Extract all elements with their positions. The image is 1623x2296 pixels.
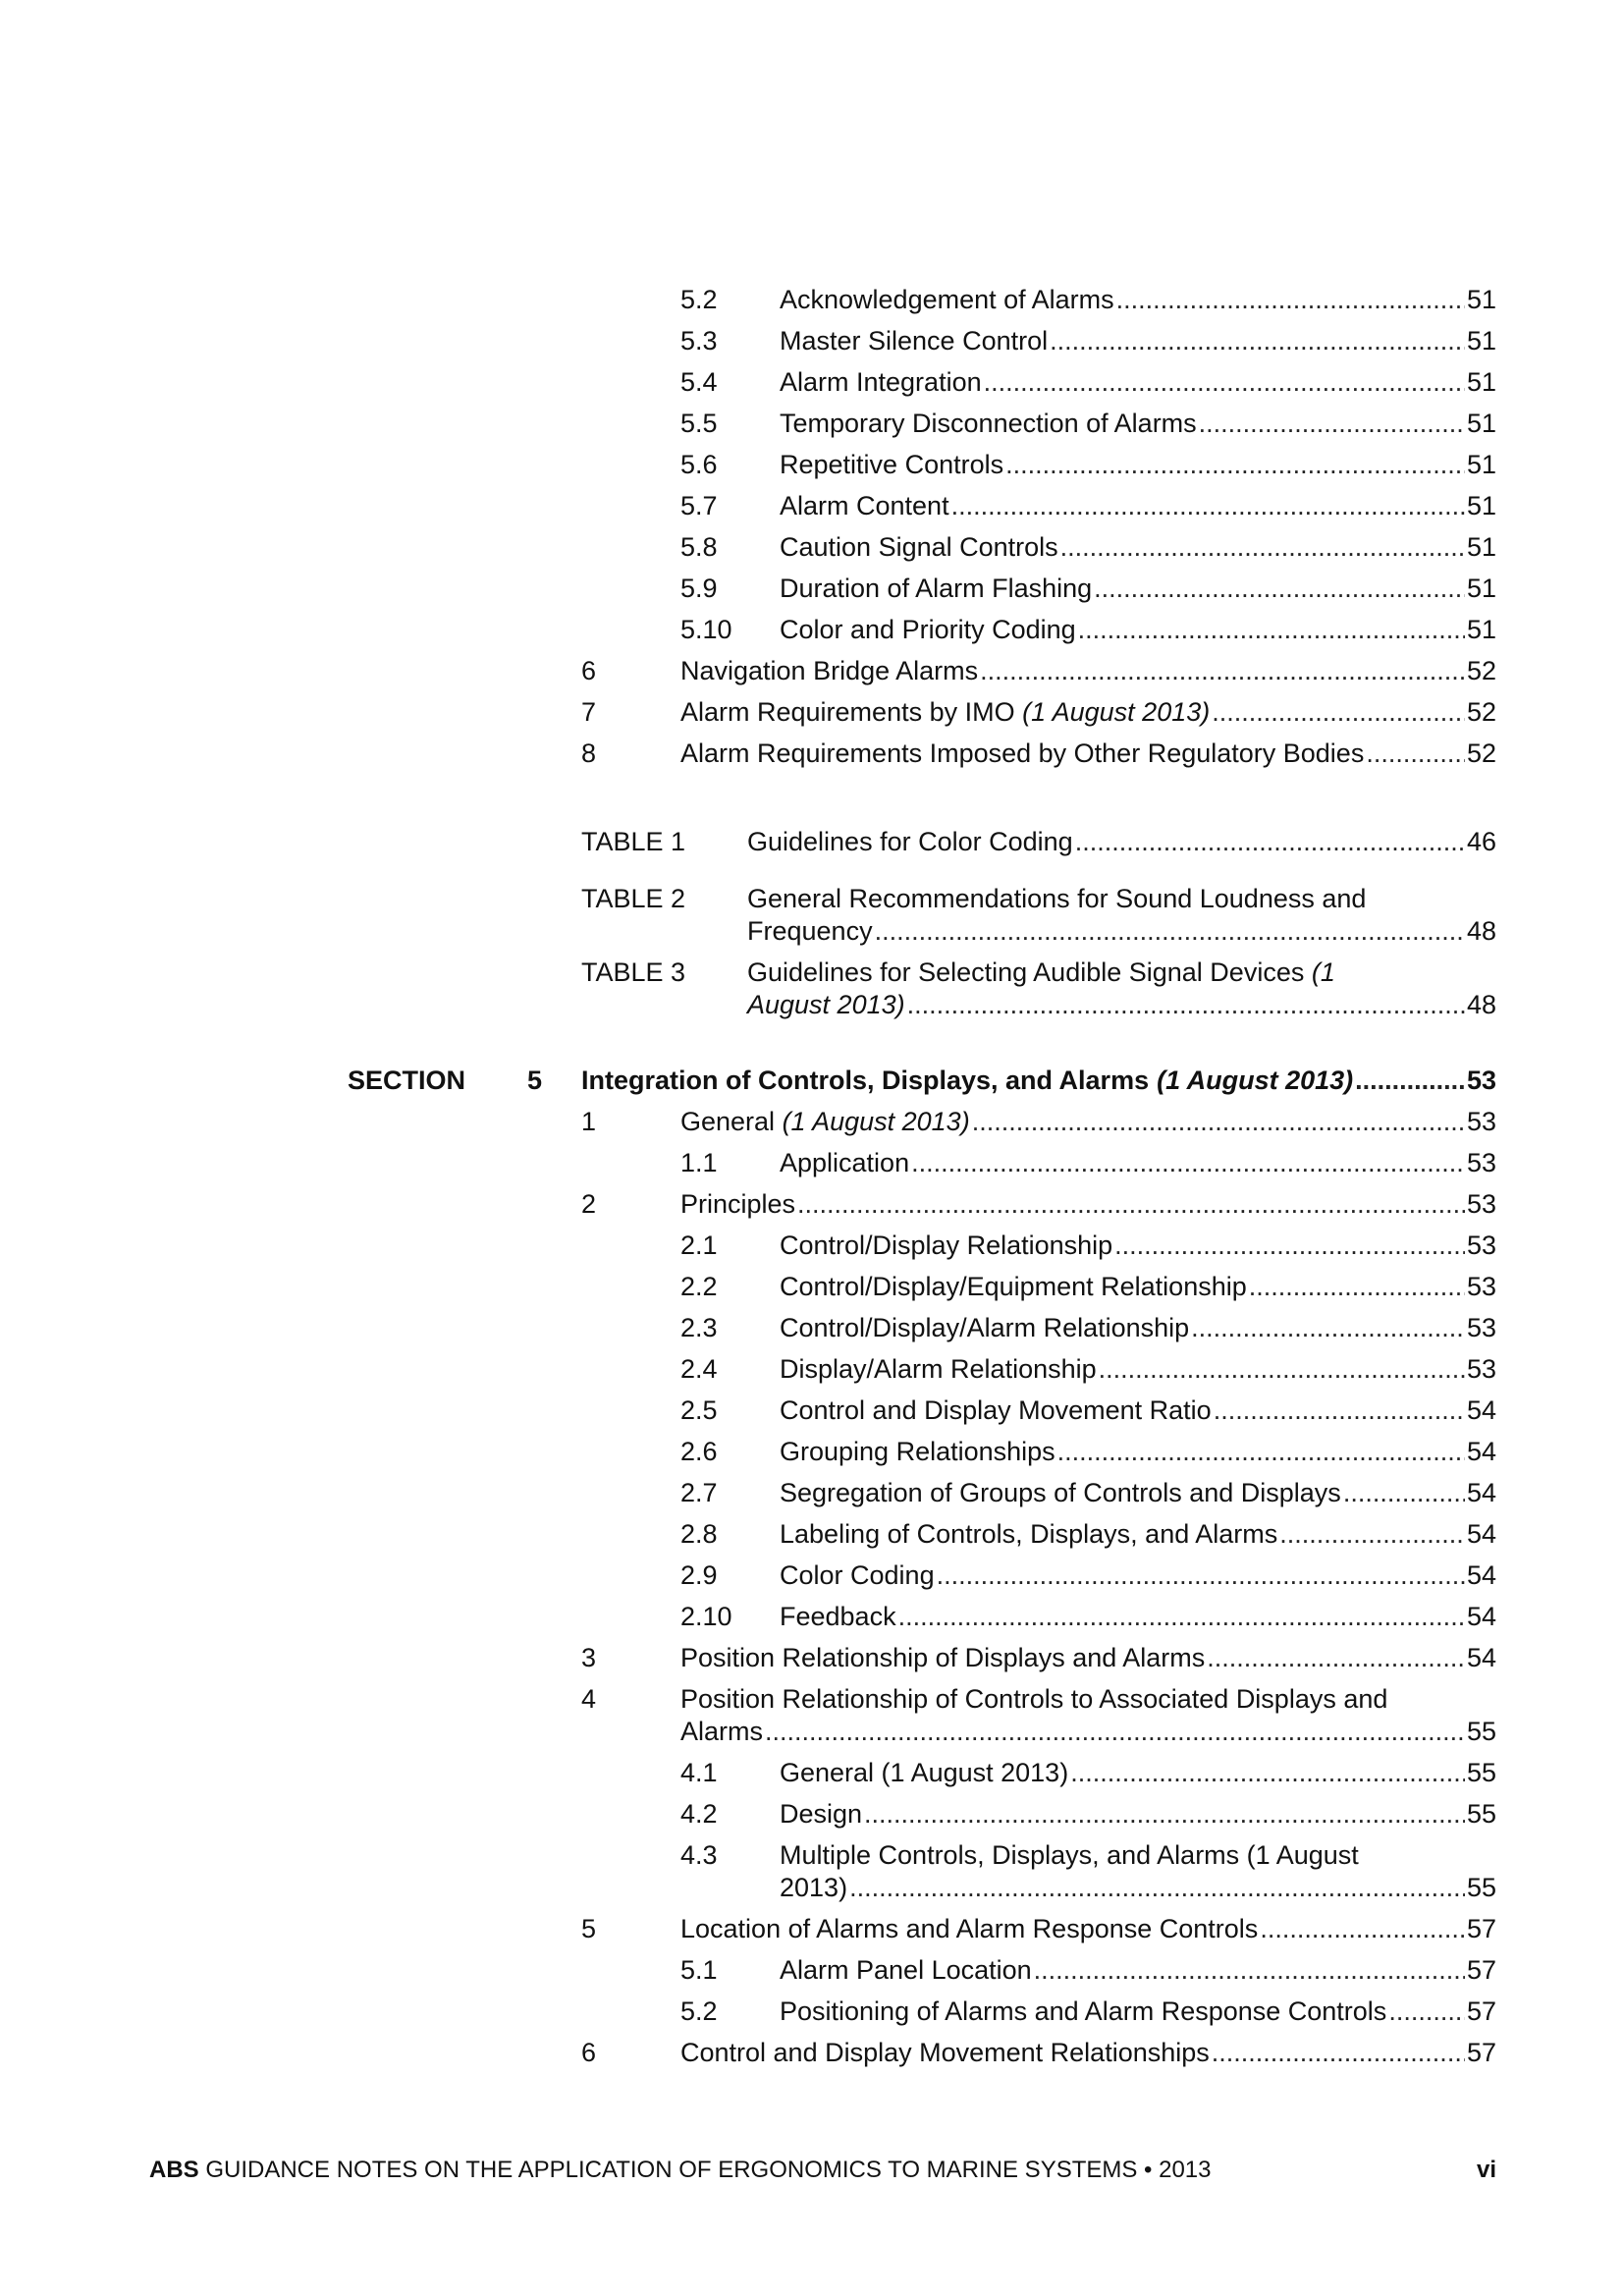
entry-number: 4 <box>581 1684 597 1714</box>
entry-page: 54 <box>1466 1437 1496 1466</box>
entry-title <box>780 1351 1097 1387</box>
toc-entry[interactable] <box>780 488 1496 523</box>
dot-leader <box>972 1104 1465 1139</box>
entry-title <box>780 488 949 523</box>
section-title: Integration of Controls, Displays, and Alarms <box>581 1066 1150 1095</box>
entry-page: 53 <box>1466 1107 1496 1136</box>
dot-leader <box>1050 323 1465 358</box>
entry-number: 2.1 <box>680 1230 718 1260</box>
entry-number: 5.2 <box>680 1996 718 2026</box>
dot-leader <box>980 653 1465 688</box>
entry-title <box>780 447 1003 482</box>
entry-title-text: Color Coding <box>780 1560 935 1590</box>
entry-title-text: Labeling of Controls, Displays, and Alarms <box>780 1519 1278 1549</box>
entry-page: 52 <box>1466 697 1496 727</box>
entry-title <box>680 1104 970 1139</box>
entry-number: 7 <box>581 697 597 727</box>
dot-leader <box>1075 824 1465 859</box>
dot-leader <box>1355 1063 1465 1098</box>
entry-number: 2.9 <box>680 1560 718 1590</box>
toc-entry[interactable] <box>780 1558 1496 1593</box>
toc-entry[interactable] <box>780 406 1496 441</box>
entry-title-date: (1 <box>1311 957 1335 987</box>
toc-table-entry-line1 <box>747 881 1366 916</box>
dot-leader <box>951 488 1465 523</box>
dot-leader <box>1212 694 1465 730</box>
dot-leader <box>1191 1310 1465 1345</box>
entry-number: 5.3 <box>680 326 718 355</box>
toc-entry[interactable] <box>680 1104 1496 1139</box>
entry-page: 51 <box>1466 285 1496 314</box>
entry-title <box>780 1269 1247 1304</box>
entry-title-text: Application <box>780 1148 910 1177</box>
entry-number: 2.6 <box>680 1437 718 1466</box>
entry-number: 5.5 <box>680 409 718 438</box>
dot-leader <box>1060 529 1465 565</box>
entry-number: 5.7 <box>680 491 718 520</box>
dot-leader <box>984 364 1465 400</box>
entry-title-text: Acknowledgement of Alarms <box>780 285 1114 314</box>
dot-leader <box>1078 612 1465 647</box>
dot-leader <box>1366 736 1465 771</box>
entry-number: 1 <box>581 1107 597 1136</box>
entry-title-text: Control/Display Relationship <box>780 1230 1113 1260</box>
footer-text: GUIDANCE NOTES ON THE APPLICATION OF ERGONOMICS TO MARINE SYSTEMS • 2013 <box>198 2157 1212 2183</box>
entry-number: 5.10 <box>680 615 732 644</box>
entry-page: 53 <box>1466 1272 1496 1301</box>
entry-title <box>780 1228 1112 1263</box>
dot-leader <box>1057 1434 1465 1469</box>
toc-entry[interactable] <box>680 736 1496 771</box>
toc-table-entry-line1 <box>747 955 1335 990</box>
entry-title-text: Alarm Requirements by IMO <box>680 697 1023 727</box>
entry-title-text: Position Relationship of Displays and Alarms <box>680 1643 1206 1672</box>
entry-title-text: Principles <box>680 1189 796 1219</box>
entry-page: 57 <box>1466 1996 1496 2026</box>
entry-number: 2.7 <box>680 1478 718 1507</box>
entry-number: 5 <box>581 1914 597 1943</box>
entry-page: 54 <box>1466 1560 1496 1590</box>
table-label: TABLE 1 <box>581 827 686 856</box>
toc-entry[interactable] <box>780 1599 1496 1634</box>
entry-number: 1.1 <box>680 1148 718 1177</box>
entry-title <box>780 1434 1055 1469</box>
toc-entry[interactable] <box>780 1351 1496 1387</box>
entry-title <box>780 1393 1212 1428</box>
entry-title <box>680 1714 763 1749</box>
entry-title <box>780 1516 1277 1552</box>
entry-title-text: Guidelines for Selecting Audible Signal Devices <box>747 957 1312 987</box>
entry-page: 53 <box>1466 1066 1496 1095</box>
section-label: SECTION <box>348 1066 466 1095</box>
entry-title-text: Navigation Bridge Alarms <box>680 656 979 685</box>
entry-page: 51 <box>1466 574 1496 603</box>
entry-title <box>780 323 1048 358</box>
dot-leader <box>1116 282 1465 317</box>
entry-title-text: Duration of Alarm Flashing <box>780 574 1093 603</box>
entry-title <box>680 1640 1205 1675</box>
entry-title <box>780 1145 909 1180</box>
entry-page: 55 <box>1466 1758 1496 1787</box>
toc-entry[interactable] <box>780 1393 1496 1428</box>
entry-title <box>780 1475 1341 1510</box>
dot-leader <box>1099 1351 1465 1387</box>
entry-page: 53 <box>1466 1313 1496 1342</box>
toc-entry[interactable] <box>780 323 1496 358</box>
entry-title <box>747 913 873 949</box>
entry-number: 5.8 <box>680 532 718 562</box>
entry-title-date: (1 August 2013) <box>1022 697 1211 727</box>
entry-title-text: Master Silence Control <box>780 326 1049 355</box>
entry-number: 5.6 <box>680 450 718 479</box>
entry-page: 55 <box>1466 1873 1496 1902</box>
toc-entry[interactable] <box>780 364 1496 400</box>
entry-title <box>780 1952 1032 1988</box>
entry-title-text: General Recommendations for Sound Loudness and <box>747 884 1367 913</box>
entry-title-text: Grouping Relationships <box>780 1437 1055 1466</box>
entry-page: 54 <box>1466 1519 1496 1549</box>
toc-entry-line1 <box>680 1681 1387 1717</box>
entry-number: 5.4 <box>680 367 718 397</box>
dot-leader <box>1343 1475 1465 1510</box>
entry-title <box>780 1558 935 1593</box>
dot-leader <box>1212 2035 1465 2070</box>
section-title-date: (1 August 2013) <box>1157 1066 1354 1095</box>
entry-title-date: (1 August 2013) <box>782 1107 970 1136</box>
entry-page: 57 <box>1466 1955 1496 1985</box>
toc-entry[interactable] <box>780 1228 1496 1263</box>
toc-entry[interactable] <box>780 1516 1496 1552</box>
dot-leader <box>1214 1393 1465 1428</box>
entry-title-text: Feedback <box>780 1602 896 1631</box>
page-number: vi <box>1476 2157 1496 2183</box>
toc-table-entry[interactable] <box>747 987 1496 1022</box>
toc-table-entry[interactable] <box>747 824 1496 859</box>
entry-title <box>780 612 1076 647</box>
entry-title-text: Repetitive Controls <box>780 450 1004 479</box>
dot-leader <box>1114 1228 1465 1263</box>
entry-title <box>780 1994 1386 2029</box>
entry-page: 53 <box>1466 1189 1496 1219</box>
dot-leader <box>1034 1952 1465 1988</box>
entry-title-text: Alarm Requirements Imposed by Other Regulatory Bodies <box>680 738 1365 768</box>
entry-title <box>780 571 1092 606</box>
section-heading[interactable] <box>581 1063 1496 1098</box>
entry-page: 51 <box>1466 615 1496 644</box>
entry-title <box>780 282 1114 317</box>
entry-title-date: August 2013) <box>747 990 905 1019</box>
entry-page: 55 <box>1466 1799 1496 1829</box>
dot-leader <box>1388 1994 1465 2029</box>
footer-brand: ABS <box>149 2157 199 2183</box>
entry-number: 4.3 <box>680 1840 718 1870</box>
toc-entry[interactable] <box>780 447 1496 482</box>
toc-entry-line1 <box>780 1837 1359 1873</box>
dot-leader <box>937 1558 1465 1593</box>
entry-number: 3 <box>581 1643 597 1672</box>
entry-title <box>680 736 1364 771</box>
entry-number: 5.1 <box>680 1955 718 1985</box>
toc-entry[interactable] <box>780 1434 1496 1469</box>
table-label: TABLE 3 <box>581 957 686 987</box>
entry-number: 4.2 <box>680 1799 718 1829</box>
entry-page: 51 <box>1466 450 1496 479</box>
entry-title-text: Display/Alarm Relationship <box>780 1354 1097 1384</box>
page-footer <box>149 2153 1496 2188</box>
dot-leader <box>765 1714 1465 1749</box>
entry-title-text: Control/Display/Equipment Relationship <box>780 1272 1247 1301</box>
entry-page: 51 <box>1466 409 1496 438</box>
entry-title-text: General (1 August 2013) <box>780 1758 1069 1787</box>
dot-leader <box>1199 406 1465 441</box>
entry-title-text: Segregation of Groups of Controls and Displays <box>780 1478 1341 1507</box>
dot-leader <box>911 1145 1465 1180</box>
entry-page: 48 <box>1466 916 1496 946</box>
entry-title <box>780 1755 1068 1790</box>
entry-title-text: Color and Priority Coding <box>780 615 1076 644</box>
toc-entry[interactable] <box>780 529 1496 565</box>
toc-entry[interactable] <box>780 1755 1496 1790</box>
entry-title <box>780 529 1058 565</box>
dot-leader <box>849 1870 1465 1905</box>
entry-title-text: Temporary Disconnection of Alarms <box>780 409 1197 438</box>
entry-title-text: Design <box>780 1799 863 1829</box>
dot-leader <box>1094 571 1465 606</box>
entry-title <box>581 1063 1353 1098</box>
section-number: 5 <box>527 1066 543 1095</box>
entry-title-text: Caution Signal Controls <box>780 532 1058 562</box>
entry-page: 46 <box>1466 827 1496 856</box>
dot-leader <box>907 987 1465 1022</box>
entry-number: 2.10 <box>680 1602 732 1631</box>
dot-leader <box>797 1186 1465 1222</box>
entry-title <box>680 2035 1210 2070</box>
entry-title-text: Alarm Content <box>780 491 949 520</box>
entry-title-text: Alarm Panel Location <box>780 1955 1032 1985</box>
entry-page: 52 <box>1466 738 1496 768</box>
dot-leader <box>875 913 1465 949</box>
toc-table-entry[interactable] <box>747 913 1496 949</box>
entry-number: 2.2 <box>680 1272 718 1301</box>
entry-title-text-cont: Alarms <box>680 1717 764 1746</box>
entry-page: 53 <box>1466 1354 1496 1384</box>
entry-number: 2.8 <box>680 1519 718 1549</box>
entry-page: 53 <box>1466 1148 1496 1177</box>
entry-title <box>680 653 978 688</box>
entry-page: 48 <box>1466 990 1496 1019</box>
entry-title <box>680 1186 795 1222</box>
toc-entry[interactable] <box>780 1994 1496 2029</box>
entry-title <box>780 1310 1189 1345</box>
dot-leader <box>1279 1516 1465 1552</box>
entry-title-text: Positioning of Alarms and Alarm Response Controls <box>780 1996 1387 2026</box>
entry-number: 6 <box>581 656 597 685</box>
entry-title-text: Position Relationship of Controls to Associated Displays and <box>680 1684 1388 1714</box>
dot-leader <box>1260 1911 1465 1946</box>
footer-title <box>149 2153 1212 2188</box>
entry-page: 57 <box>1466 2038 1496 2067</box>
entry-page: 51 <box>1466 367 1496 397</box>
toc-entry[interactable] <box>680 1640 1496 1675</box>
entry-title <box>780 364 982 400</box>
entry-page: 51 <box>1466 491 1496 520</box>
toc-entry[interactable] <box>680 2035 1496 2070</box>
toc-entry[interactable] <box>780 282 1496 317</box>
entry-title-text: Alarm Integration <box>780 367 982 397</box>
toc-entry[interactable] <box>780 1796 1496 1831</box>
entry-page: 54 <box>1466 1478 1496 1507</box>
toc-entry[interactable] <box>780 1870 1496 1905</box>
entry-number: 2.3 <box>680 1313 718 1342</box>
entry-number: 2 <box>581 1189 597 1219</box>
dot-leader <box>864 1796 1465 1831</box>
entry-title <box>680 694 1210 730</box>
entry-number: 4.1 <box>680 1758 718 1787</box>
entry-number: 6 <box>581 2038 597 2067</box>
dot-leader <box>1070 1755 1465 1790</box>
toc-entry[interactable] <box>780 1145 1496 1180</box>
entry-number: 5.9 <box>680 574 718 603</box>
entry-title-text: General <box>680 1107 783 1136</box>
entry-title-text: Control and Display Movement Ratio <box>780 1395 1212 1425</box>
toc-entry[interactable] <box>680 653 1496 688</box>
entry-number: 5.2 <box>680 285 718 314</box>
entry-page: 54 <box>1466 1602 1496 1631</box>
entry-page: 51 <box>1466 326 1496 355</box>
entry-title-text: Multiple Controls, Displays, and Alarms (1 August <box>780 1840 1359 1870</box>
entry-title-text: Control/Display/Alarm Relationship <box>780 1313 1190 1342</box>
entry-title <box>780 1599 896 1634</box>
entry-title <box>747 824 1073 859</box>
toc-entry[interactable] <box>780 1475 1496 1510</box>
toc-entry[interactable] <box>780 1269 1496 1304</box>
toc-entry[interactable] <box>780 612 1496 647</box>
toc-entry[interactable] <box>680 694 1496 730</box>
toc-entry[interactable] <box>780 571 1496 606</box>
toc-entry[interactable] <box>680 1714 1496 1749</box>
entry-title-text: Location of Alarms and Alarm Response Controls <box>680 1914 1259 1943</box>
dot-leader <box>1005 447 1465 482</box>
dot-leader <box>898 1599 1465 1634</box>
entry-number: 8 <box>581 738 597 768</box>
dot-leader <box>1249 1269 1465 1304</box>
entry-title-text-cont: 2013) <box>780 1873 848 1902</box>
entry-page: 51 <box>1466 532 1496 562</box>
entry-page: 53 <box>1466 1230 1496 1260</box>
entry-page: 57 <box>1466 1914 1496 1943</box>
toc-entry[interactable] <box>680 1186 1496 1222</box>
entry-title-text: Guidelines for Color Coding <box>747 827 1073 856</box>
entry-title <box>780 1796 862 1831</box>
toc-entry[interactable] <box>780 1952 1496 1988</box>
entry-title-text-cont: Frequency <box>747 916 873 946</box>
toc-entry[interactable] <box>680 1911 1496 1946</box>
dot-leader <box>1207 1640 1465 1675</box>
entry-title <box>680 1911 1258 1946</box>
entry-page: 55 <box>1466 1717 1496 1746</box>
entry-title <box>747 987 905 1022</box>
entry-title <box>780 1870 847 1905</box>
entry-page: 54 <box>1466 1395 1496 1425</box>
toc-entry[interactable] <box>780 1310 1496 1345</box>
table-label: TABLE 2 <box>581 884 686 913</box>
entry-page: 54 <box>1466 1643 1496 1672</box>
entry-number: 2.4 <box>680 1354 718 1384</box>
entry-page: 52 <box>1466 656 1496 685</box>
entry-number: 2.5 <box>680 1395 718 1425</box>
entry-title-text: Control and Display Movement Relationships <box>680 2038 1210 2067</box>
entry-title <box>780 406 1197 441</box>
